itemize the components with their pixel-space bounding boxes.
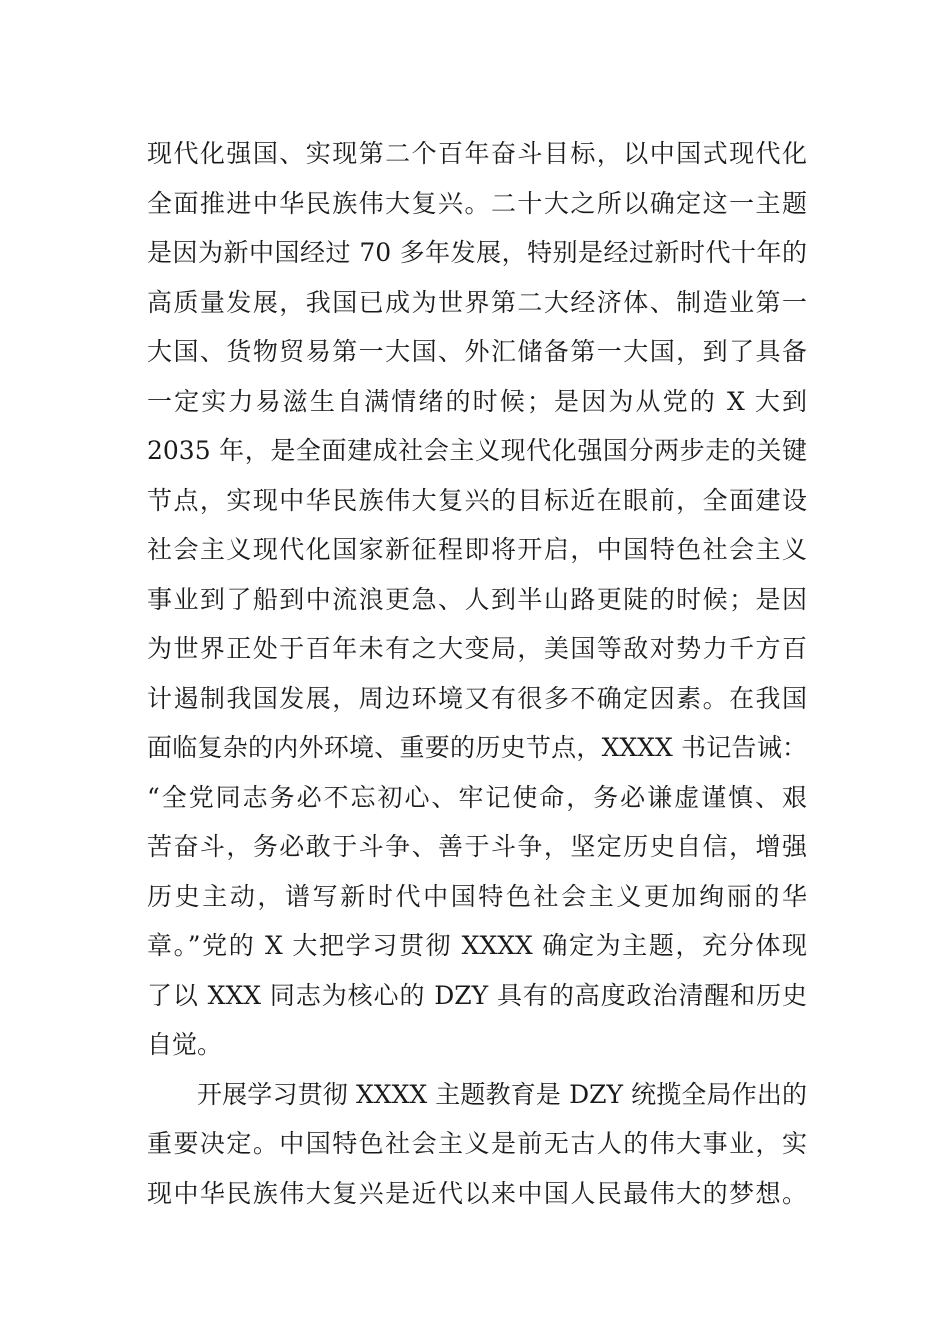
text-line: 重要决定。中国特色社会主义是前无古人的伟大事业，实 xyxy=(147,1129,807,1158)
paragraph-1 xyxy=(147,129,807,1070)
text-line: 章。”党的 X 大把学习贯彻 XXXX 确定为主题，充分体现 xyxy=(147,931,807,960)
text-line: 了以 XXX 同志为核心的 DZY 具有的高度政治清醒和历史 xyxy=(147,980,807,1010)
text-line: 为世界正处于百年未有之大变局，美国等敌对势力千方百 xyxy=(147,634,807,663)
text-line: 现中华民族伟大复兴是近代以来中国人民最伟大的梦想。 xyxy=(147,1178,807,1208)
text-line: 开展学习贯彻 XXXX 主题教育是 DZY 统揽全局作出的 xyxy=(197,1079,807,1109)
paragraph-2 xyxy=(147,1070,807,1219)
text-line: 面临复杂的内外环境、重要的历史节点，XXXX 书记告诫： xyxy=(147,733,807,762)
text-line: 全面推进中华民族伟大复兴。二十大之所以确定这一主题 xyxy=(147,188,807,218)
text-line: 高质量发展，我国已成为世界第二大经济体、制造业第一 xyxy=(147,287,807,317)
text-line: “全党同志务必不忘初心、牢记使命，务必谦虚谨慎、艰 xyxy=(147,782,807,812)
text-line: 2035 年，是全面建成社会主义现代化强国分两步走的关键 xyxy=(147,436,807,465)
text-line: 现代化强国、实现第二个百年奋斗目标，以中国式现代化 xyxy=(147,139,807,168)
text-line: 苦奋斗，务必敢于斗争、善于斗争，坚定历史自信，增强 xyxy=(147,832,807,861)
text-line: 一定实力易滋生自满情绪的时候；是因为从党的 X 大到 xyxy=(147,386,807,416)
text-line: 是因为新中国经过 70 多年发展，特别是经过新时代十年的 xyxy=(147,238,807,267)
text-line: 大国、货物贸易第一大国、外汇储备第一大国，到了具备 xyxy=(147,337,807,366)
body-text xyxy=(147,129,807,1218)
text-line: 事业到了船到中流浪更急、人到半山路更陡的时候；是因 xyxy=(147,584,807,614)
text-line: 社会主义现代化国家新征程即将开启，中国特色社会主义 xyxy=(147,535,807,564)
text-line: 自觉。 xyxy=(147,1030,223,1059)
text-line: 节点，实现中华民族伟大复兴的目标近在眼前，全面建设 xyxy=(147,485,807,515)
text-line: 历史主动，谱写新时代中国特色社会主义更加绚丽的华 xyxy=(147,881,807,911)
text-line: 计遏制我国发展，周边环境又有很多不确定因素。在我国 xyxy=(147,683,807,713)
